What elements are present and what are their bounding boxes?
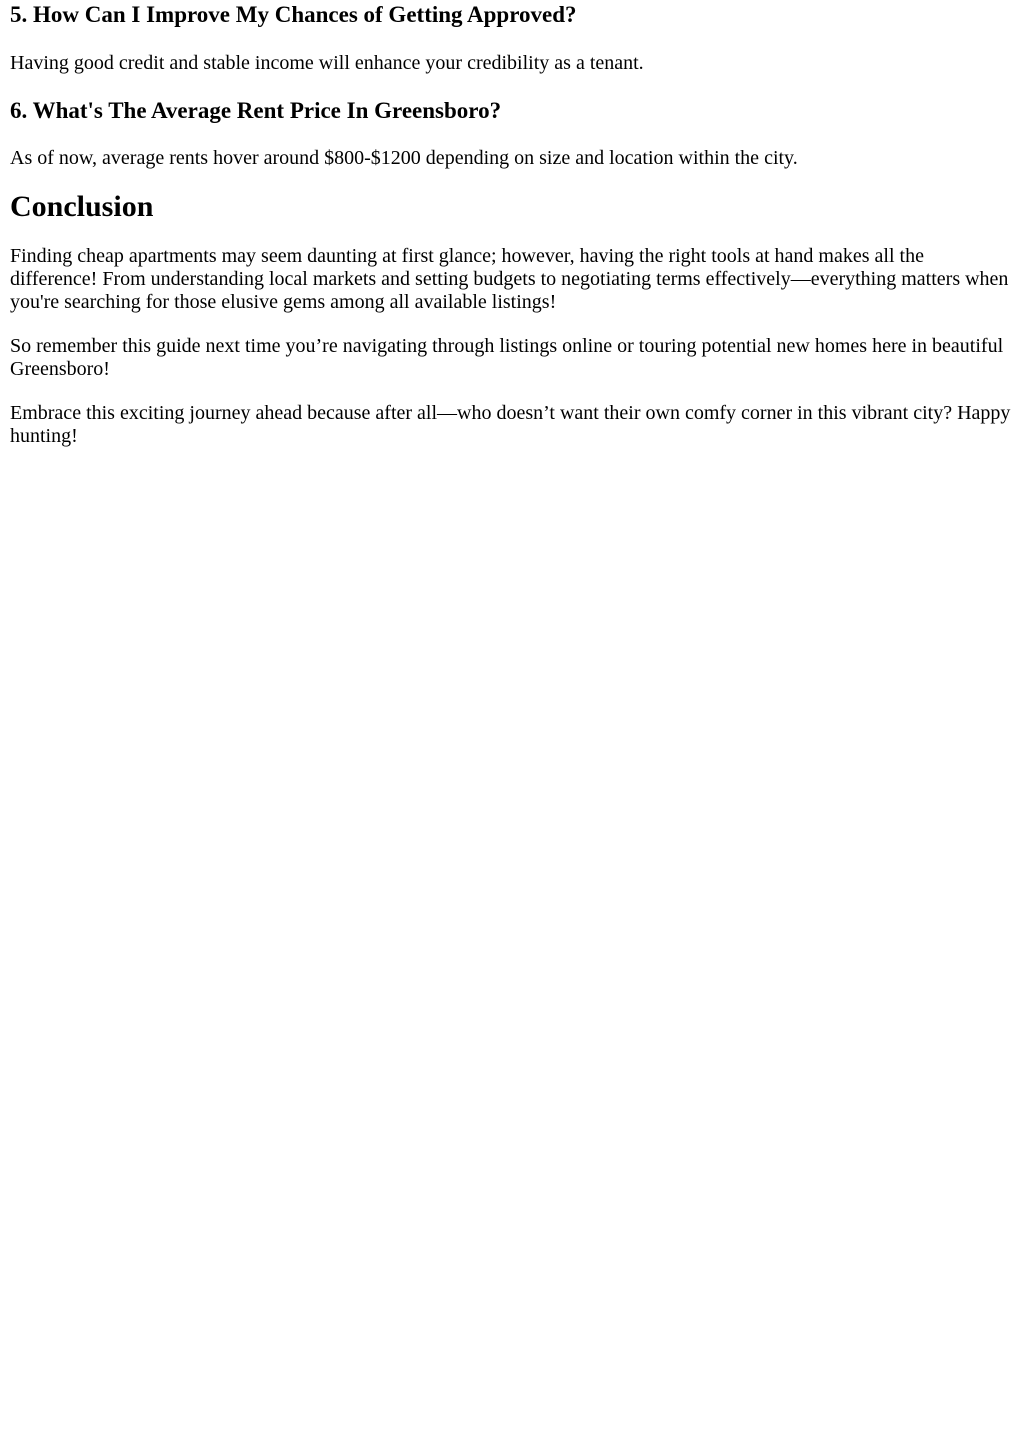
faq-question-heading: 6. What's The Average Rent Price In Greensboro? [10, 98, 502, 123]
faq-answer: As of now, average rents hover around $800-$1200 depending on size and location within the city. [10, 147, 798, 169]
conclusion-paragraph: Embrace this exciting journey ahead because after all—who doesn’t want their own comfy corner in this vibrant city? Happy hunting! [10, 402, 1011, 447]
article-content [0, 0, 1024, 448]
conclusion-paragraph: Finding cheap apartments may seem daunting at first glance; however, having the right tools at hand makes all the difference! From understanding local markets and setting budgets to negotiating terms effectively—everything matters when you're searching for those elusive gems among all available listings! [10, 245, 1009, 313]
conclusion-heading: Conclusion [10, 190, 154, 223]
faq-question-heading: 5. How Can I Improve My Chances of Getting Approved? [10, 2, 577, 27]
faq-answer: Having good credit and stable income will enhance your credibility as a tenant. [10, 52, 644, 74]
conclusion-paragraph: So remember this guide next time you’re navigating through listings online or touring potential new homes here in beautiful Greensboro! [10, 335, 1004, 380]
